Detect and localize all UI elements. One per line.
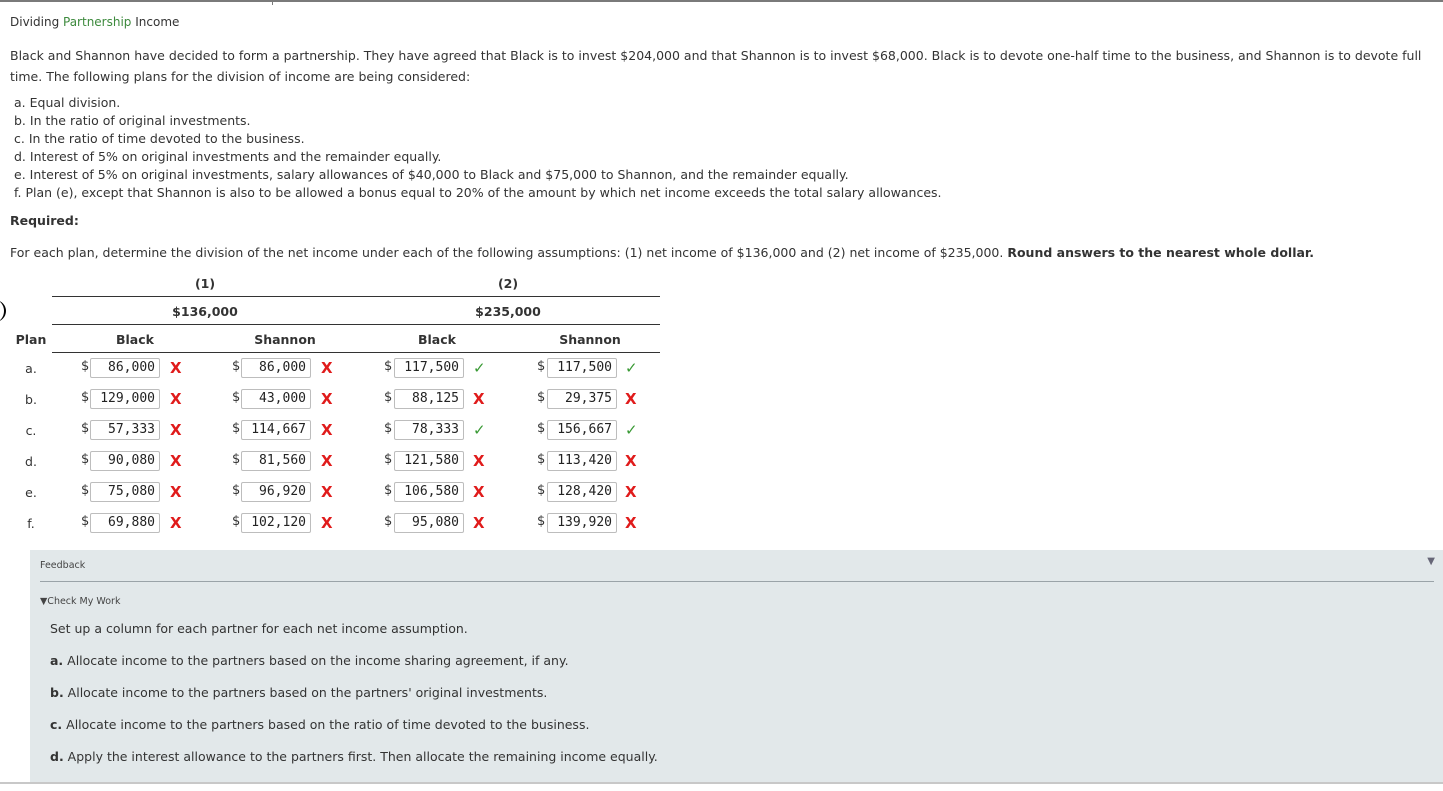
feedback-item-key: a. xyxy=(50,653,64,668)
plan-row-label: b. xyxy=(25,392,37,407)
instruction-rounding: Round answers to the nearest whole dollar. xyxy=(1007,245,1315,260)
shannon-235000-input[interactable]: 139,920 xyxy=(547,513,617,533)
currency-symbol: $ xyxy=(81,514,90,529)
plan-item: f. Plan (e), except that Shannon is also to be allowed a bonus equal to 20% of the amount by which net income exceeds the total salary allowances. xyxy=(14,185,942,200)
currency-symbol: $ xyxy=(232,452,241,467)
col-plan-header: Plan xyxy=(15,332,47,347)
currency-symbol: $ xyxy=(81,390,90,405)
black-235000-input[interactable]: 88,125 xyxy=(394,389,464,409)
black-136000-input[interactable]: 57,333 xyxy=(90,420,160,440)
currency-symbol: $ xyxy=(537,514,546,529)
shannon-136000-input[interactable]: 114,667 xyxy=(241,420,311,440)
incorrect-x-icon: X xyxy=(473,514,485,532)
plan-item: b. In the ratio of original investments. xyxy=(14,113,251,128)
top-divider-tick xyxy=(272,0,273,5)
correct-check-icon: ✓ xyxy=(473,421,486,439)
feedback-item xyxy=(50,717,589,732)
currency-symbol: $ xyxy=(537,421,546,436)
feedback-item-key: b. xyxy=(50,685,64,700)
instruction-text xyxy=(10,245,1314,260)
currency-symbol: $ xyxy=(384,483,393,498)
incorrect-x-icon: X xyxy=(625,390,637,408)
feedback-item-key: d. xyxy=(50,749,64,764)
currency-symbol: $ xyxy=(537,359,546,374)
group2-amount: $235,000 xyxy=(475,304,541,319)
correct-check-icon: ✓ xyxy=(625,421,638,439)
instruction-main: For each plan, determine the division of the net income under each of the following assumptions: (1) net income of $136,000 and (2) net income of $235,000. xyxy=(10,245,1004,260)
shannon-235000-input[interactable]: 128,420 xyxy=(547,482,617,502)
black-136000-input[interactable]: 129,000 xyxy=(90,389,160,409)
incorrect-x-icon: X xyxy=(473,452,485,470)
currency-symbol: $ xyxy=(232,359,241,374)
feedback-item-text: Apply the interest allowance to the partners first. Then allocate the remaining income equally. xyxy=(63,749,658,764)
required-heading: Required: xyxy=(10,213,79,228)
incorrect-x-icon: X xyxy=(321,514,333,532)
incorrect-x-icon: X xyxy=(321,452,333,470)
incorrect-x-icon: X xyxy=(170,421,182,439)
header-rule-top xyxy=(52,296,660,297)
currency-symbol: $ xyxy=(81,483,90,498)
col-black1-header: Black xyxy=(116,332,154,347)
title-prefix: Dividing xyxy=(10,15,63,29)
shannon-136000-input[interactable]: 43,000 xyxy=(241,389,311,409)
currency-symbol: $ xyxy=(81,452,90,467)
feedback-intro: Set up a column for each partner for each net income assumption. xyxy=(50,621,468,636)
plan-item: d. Interest of 5% on original investments and the remainder equally. xyxy=(14,149,442,164)
check-my-work-toggle[interactable]: ▼Check My Work xyxy=(40,596,121,607)
plan-row-label: d. xyxy=(25,454,37,469)
plan-item: c. In the ratio of time devoted to the business. xyxy=(14,131,305,146)
partnership-link[interactable]: Partnership xyxy=(63,15,132,29)
incorrect-x-icon: X xyxy=(321,390,333,408)
feedback-item-text: Allocate income to the partners based on the income sharing agreement, if any. xyxy=(63,653,569,668)
black-235000-input[interactable]: 106,580 xyxy=(394,482,464,502)
feedback-panel xyxy=(30,550,1443,782)
shannon-235000-input[interactable]: 29,375 xyxy=(547,389,617,409)
feedback-item-text: Allocate income to the partners based on the ratio of time devoted to the business. xyxy=(62,717,590,732)
black-136000-input[interactable]: 90,080 xyxy=(90,451,160,471)
black-235000-input[interactable]: 95,080 xyxy=(394,513,464,533)
currency-symbol: $ xyxy=(232,483,241,498)
correct-check-icon: ✓ xyxy=(473,359,486,377)
plan-row-label: c. xyxy=(25,423,37,438)
black-235000-input[interactable]: 121,580 xyxy=(394,451,464,471)
currency-symbol: $ xyxy=(81,421,90,436)
currency-symbol: $ xyxy=(232,514,241,529)
feedback-item-key: c. xyxy=(50,717,63,732)
incorrect-x-icon: X xyxy=(625,452,637,470)
currency-symbol: $ xyxy=(384,514,393,529)
group1-label: (1) xyxy=(194,276,216,291)
incorrect-x-icon: X xyxy=(473,390,485,408)
incorrect-x-icon: X xyxy=(170,483,182,501)
bottom-divider xyxy=(0,782,1443,784)
plan-row-label: e. xyxy=(25,485,37,500)
currency-symbol: $ xyxy=(537,390,546,405)
plan-row-label: f. xyxy=(27,516,35,531)
shannon-136000-input[interactable]: 86,000 xyxy=(241,358,311,378)
feedback-divider xyxy=(40,581,1434,582)
incorrect-x-icon: X xyxy=(321,359,333,377)
currency-symbol: $ xyxy=(384,359,393,374)
collapse-arrow-icon[interactable]: ▼ xyxy=(1427,556,1435,567)
plan-item: a. Equal division. xyxy=(14,95,121,110)
shannon-136000-input[interactable]: 102,120 xyxy=(241,513,311,533)
plan-row-label: a. xyxy=(25,361,37,376)
col-black2-header: Black xyxy=(418,332,456,347)
incorrect-x-icon: X xyxy=(625,483,637,501)
black-235000-input[interactable]: 117,500 xyxy=(394,358,464,378)
feedback-label: Feedback xyxy=(40,560,86,571)
currency-symbol: $ xyxy=(81,359,90,374)
incorrect-x-icon: X xyxy=(170,359,182,377)
black-235000-input[interactable]: 78,333 xyxy=(394,420,464,440)
currency-symbol: $ xyxy=(537,452,546,467)
currency-symbol: $ xyxy=(384,452,393,467)
currency-symbol: $ xyxy=(232,390,241,405)
top-divider xyxy=(0,0,1443,2)
incorrect-x-icon: X xyxy=(473,483,485,501)
shannon-136000-input[interactable]: 96,920 xyxy=(241,482,311,502)
currency-symbol: $ xyxy=(384,421,393,436)
correct-check-icon: ✓ xyxy=(625,359,638,377)
shannon-235000-input[interactable]: 117,500 xyxy=(547,358,617,378)
incorrect-x-icon: X xyxy=(170,452,182,470)
feedback-item xyxy=(50,749,658,764)
col-shannon2-header: Shannon xyxy=(559,332,621,347)
header-rule-bottom xyxy=(52,352,660,353)
group1-amount: $136,000 xyxy=(172,304,238,319)
plan-list xyxy=(14,94,942,202)
header-rule-middle xyxy=(52,324,660,325)
feedback-item-text: Allocate income to the partners based on the partners' original investments. xyxy=(63,685,548,700)
shannon-235000-input[interactable]: 156,667 xyxy=(547,420,617,440)
black-136000-input[interactable]: 75,080 xyxy=(90,482,160,502)
plan-item: e. Interest of 5% on original investments, salary allowances of $40,000 to Black and $75,000 to Shannon, and the remainder equally. xyxy=(14,167,849,182)
feedback-item xyxy=(50,653,569,668)
shannon-136000-input[interactable]: 81,560 xyxy=(241,451,311,471)
group2-label: (2) xyxy=(497,276,519,291)
currency-symbol: $ xyxy=(384,390,393,405)
page-title xyxy=(10,15,179,29)
black-136000-input[interactable]: 69,880 xyxy=(90,513,160,533)
left-bracket xyxy=(0,300,6,322)
incorrect-x-icon: X xyxy=(321,421,333,439)
currency-symbol: $ xyxy=(537,483,546,498)
incorrect-x-icon: X xyxy=(625,514,637,532)
currency-symbol: $ xyxy=(232,421,241,436)
incorrect-x-icon: X xyxy=(170,390,182,408)
feedback-item xyxy=(50,685,547,700)
black-136000-input[interactable]: 86,000 xyxy=(90,358,160,378)
incorrect-x-icon: X xyxy=(170,514,182,532)
title-suffix: Income xyxy=(131,15,180,29)
problem-intro: Black and Shannon have decided to form a partnership. They have agreed that Black is to invest $204,000 and that Shannon is to invest $68,000. Black is to devote one-half time to the business, and Shannon is to devote full time. The following plans for the division of income are being considered: xyxy=(10,48,1422,84)
incorrect-x-icon: X xyxy=(321,483,333,501)
shannon-235000-input[interactable]: 113,420 xyxy=(547,451,617,471)
col-shannon1-header: Shannon xyxy=(254,332,316,347)
